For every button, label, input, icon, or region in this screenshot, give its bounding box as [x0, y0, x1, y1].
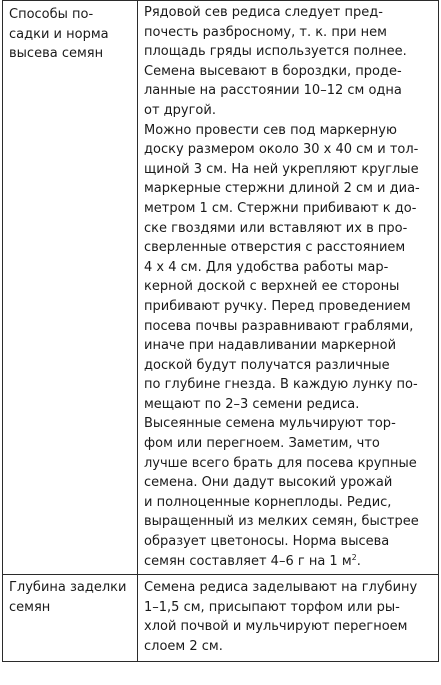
label-line: высева семян: [9, 46, 104, 62]
body-line-seeding-rate: [144, 552, 433, 572]
body-line: доску размером около 30 х 40 см и тол-: [144, 142, 419, 158]
body-line: и полноценные корнеплоды. Редис,: [144, 494, 392, 510]
body-line: щиной 3 см. На ней укрепляют круглые: [144, 161, 419, 177]
body-line: от другой.: [144, 102, 216, 118]
sentence-end: .: [356, 553, 361, 569]
body-line: семена. Они дадут высокий урожай: [144, 475, 393, 491]
row-body-planting-methods: [138, 1, 439, 575]
table-row-planting-methods: [3, 1, 439, 575]
body-line: сверленные отверстия с расстоянием: [144, 240, 406, 256]
body-line: Семена редиса заделывают на глубину: [144, 580, 418, 596]
body-line: Рядовой сев редиса следует пред-: [144, 5, 383, 20]
body-line: Высеянные семена мульчируют тор-: [144, 416, 396, 432]
row-label-planting-methods: [3, 1, 138, 575]
row-label-seed-depth: [3, 575, 138, 661]
body-line: выращенный из мелких семян, быстрее: [144, 514, 419, 530]
body-line: ске гвоздями или вставляют их в про-: [144, 220, 408, 236]
body-line: Семена высевают в бороздки, проде-: [144, 63, 402, 79]
body-line: образует цветоносы. Норма высева: [144, 534, 390, 550]
body-line: слоем 2 см.: [144, 639, 223, 654]
body-line: площадь гряды используется полнее.: [144, 44, 407, 60]
table-row-seed-depth: [3, 575, 439, 661]
label-line: Способы по-: [9, 7, 94, 22]
body-line: по глубине гнезда. В каждую лунку по-: [144, 377, 418, 393]
label-line: садки и норма: [9, 26, 109, 42]
row-body-seed-depth: [138, 575, 439, 661]
body-line: доской будут получатся различные: [144, 357, 390, 373]
body-line: хлой почвой и мульчируют перегноем: [144, 619, 408, 635]
body-line: маркерные стержни длиной 2 см и диа-: [144, 181, 420, 197]
body-line: иначе при надавливании маркерной: [144, 338, 397, 354]
body-line: метром 1 см. Стержни прибивают к до-: [144, 200, 417, 216]
body-line: прибивают ручку. Перед проведением: [144, 298, 411, 314]
body-line: мещают по 2–3 семени редиса.: [144, 396, 360, 412]
body-line: ланные на расстоянии 10–12 см одна: [144, 83, 402, 99]
body-line: посева почвы разравнивают граблями,: [144, 318, 414, 334]
body-line: лучше всего брать для посева крупные: [144, 455, 417, 471]
body-line: почесть разбросному, т. к. при нем: [144, 24, 387, 40]
seeding-rate-text: семян составляет 4–6 г на 1 м: [144, 553, 352, 569]
label-line: семян: [9, 599, 51, 615]
square-meter-exponent: 2: [351, 552, 357, 562]
body-line: Можно провести сев под маркерную: [144, 122, 397, 138]
body-line: 1–1,5 см, присыпают торфом или ры-: [144, 599, 400, 615]
body-line: 4 х 4 см. Для удобства работы мар-: [144, 259, 389, 275]
radish-sowing-table: [2, 0, 439, 662]
label-line: Глубина заделки: [9, 580, 127, 596]
body-line: фом или перегноем. Заметим, что: [144, 436, 380, 452]
body-line: керной доской с верхней ее стороны: [144, 279, 400, 295]
